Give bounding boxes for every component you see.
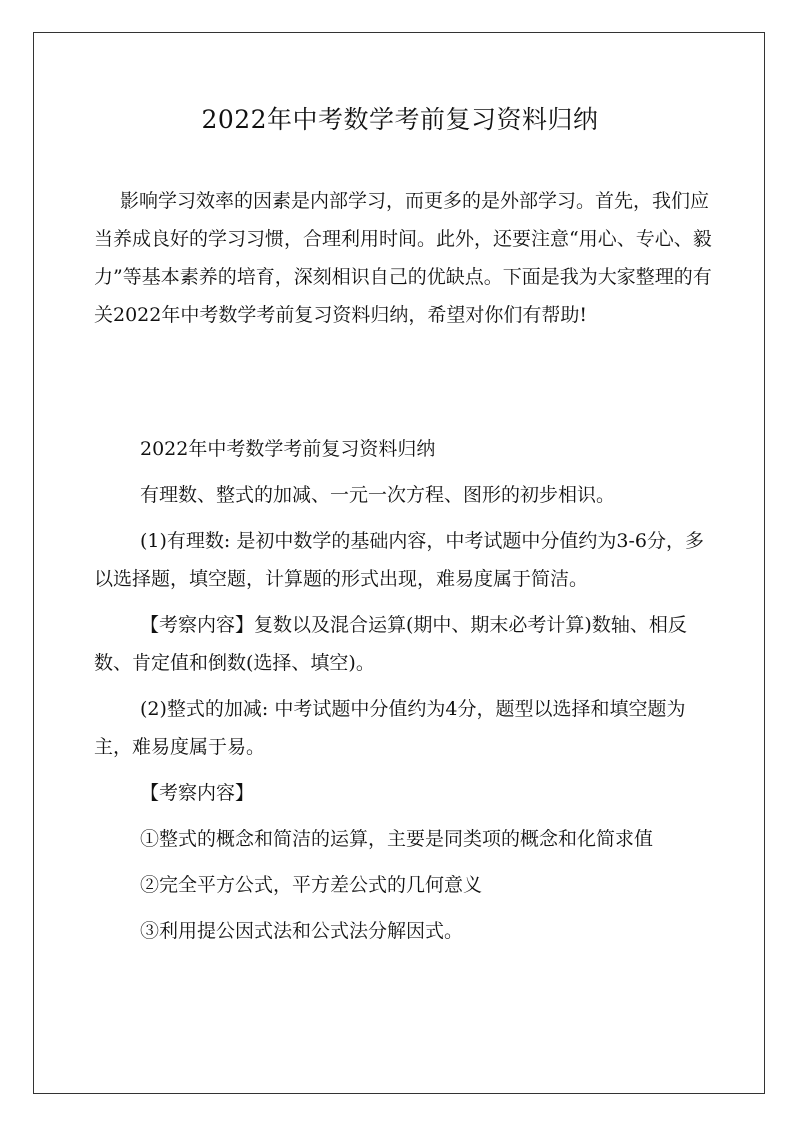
content-item-1: ①整式的概念和简洁的运算，主要是同类项的概念和化简求值 xyxy=(140,828,654,850)
polynomial-paragraph: (2)整式的加减: 中考试题中分值约为4分，题型以选择和填空题为主，难易度属于易。 xyxy=(94,698,686,758)
content-item-2: ②完全平方公式，平方差公式的几何意义 xyxy=(140,874,483,896)
polynomial-content-heading: 【考察内容】 xyxy=(140,782,255,804)
document-body xyxy=(94,430,714,958)
rational-numbers-paragraph: (1)有理数: 是初中数学的基础内容，中考试题中分值约为3-6分，多以选择题，填空题，计算题的形式出现，难易度属于简洁。 xyxy=(94,530,704,590)
section-heading: 2022年中考数学考前复习资料归纳 xyxy=(140,438,436,460)
topic-list: 有理数、整式的加减、一元一次方程、图形的初步相识。 xyxy=(140,484,616,506)
document-title: 2022年中考数学考前复习资料归纳 xyxy=(201,105,599,134)
intro-paragraph: 影响学习效率的因素是内部学习，而更多的是外部学习。首先，我们应当养成良好的学习习惯，合理利用时间。此外，还要注意“用心、专心、毅力”等基本素养的培育，深刻相识自己的优缺点。下面是我为大家整理的有关2022年中考数学考前复习资料归纳，希望对你们有帮助! xyxy=(94,190,712,326)
content-item-3: ③利用提公因式法和公式法分解因式。 xyxy=(140,920,464,942)
rational-numbers-content: 【考察内容】复数以及混合运算(期中、期末必考计算)数轴、相反数、肯定值和倒数(选择、填空)。 xyxy=(94,614,687,674)
